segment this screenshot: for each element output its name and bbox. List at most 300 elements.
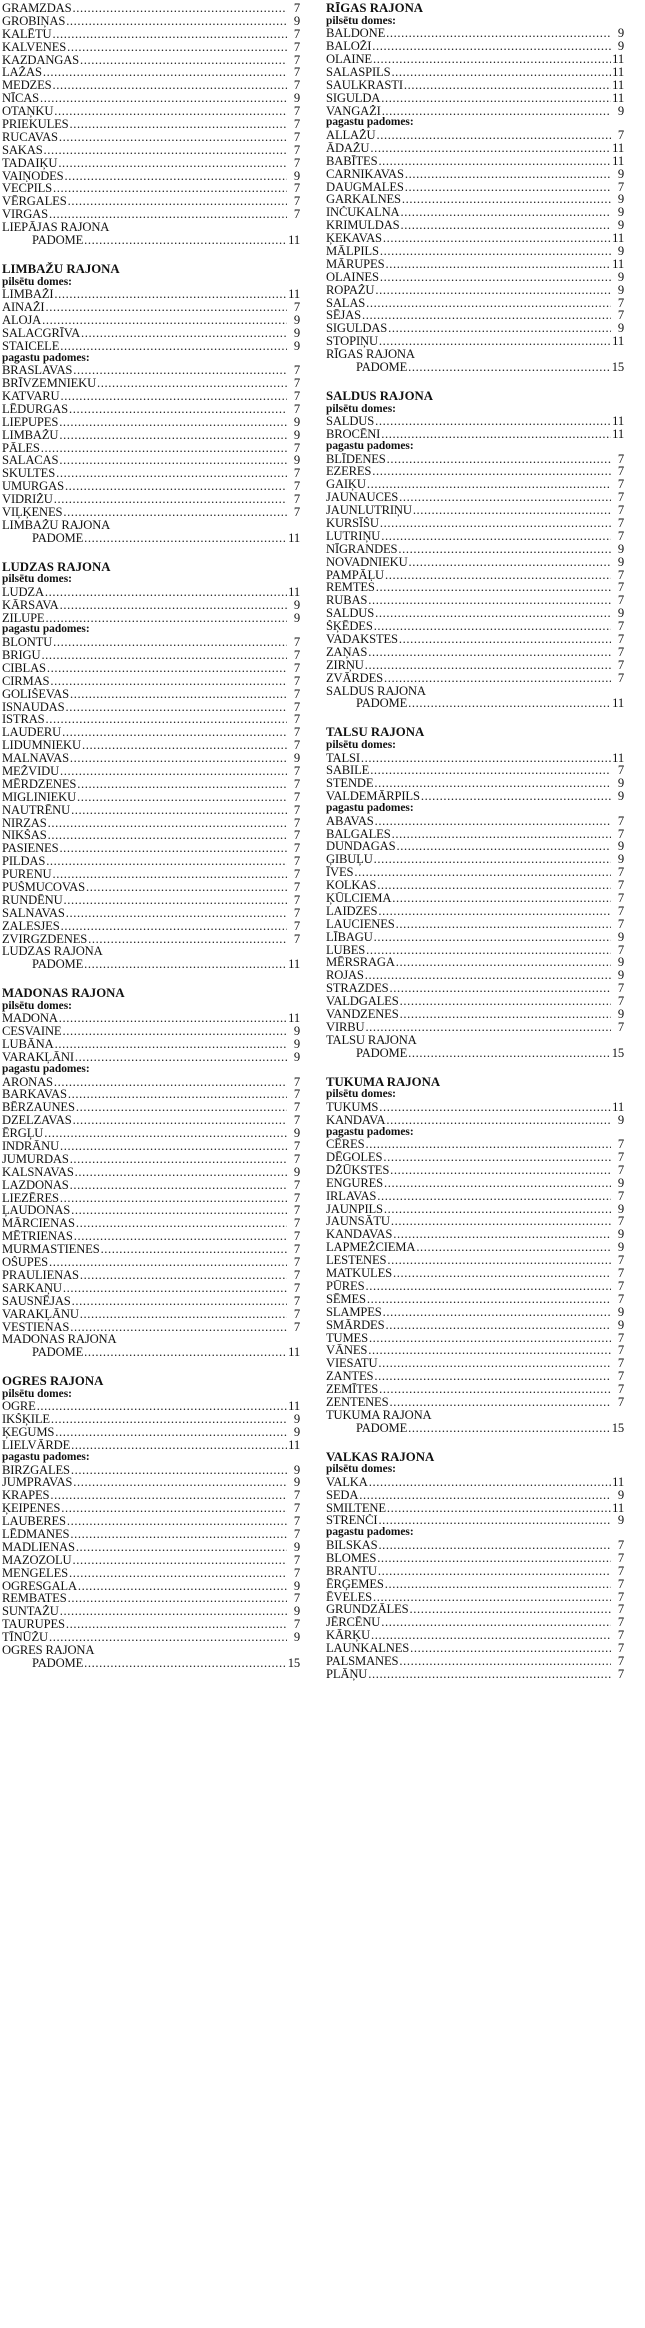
entry-row [2, 467, 300, 480]
entry-name: SALASPILS [326, 65, 391, 79]
dot-leader [66, 907, 287, 920]
entry-row [2, 829, 300, 842]
entry-row [326, 284, 624, 297]
entry-row [326, 1008, 624, 1021]
dot-leader [368, 646, 611, 659]
entry-row [326, 517, 624, 530]
entry-number: 9 [617, 1514, 624, 1528]
entry-row [326, 1138, 624, 1151]
entry-row [326, 905, 624, 918]
district-section [2, 263, 300, 545]
dot-leader [49, 1631, 287, 1644]
dot-leader [384, 672, 611, 685]
dot-leader [88, 933, 287, 946]
dot-leader [368, 594, 611, 607]
entry-number: 7 [617, 1189, 624, 1203]
entry-name: LESTENES [326, 1254, 387, 1268]
entry-number: 9 [293, 169, 300, 183]
entry-row [326, 504, 624, 517]
entry-name: MĀRUPES [326, 257, 385, 271]
entry-row [2, 868, 300, 881]
entry-name: LIEZĒRES [2, 1191, 59, 1205]
dot-leader [73, 1114, 287, 1127]
entry-number: 7 [293, 790, 300, 804]
entry-number: 9 [617, 555, 624, 569]
entry-name: BLOMES [326, 1551, 377, 1565]
dot-leader [55, 1038, 287, 1051]
entry-name: ALLAŽU [326, 129, 376, 142]
entry-row [326, 1552, 624, 1565]
entry-name: PRAULIENAS [2, 1268, 79, 1282]
entry-name: ZAŅAS [326, 645, 368, 659]
dot-leader [390, 1164, 611, 1177]
dot-leader [64, 894, 287, 907]
entry-name: PŪRES [326, 1279, 365, 1293]
dot-leader [75, 1051, 287, 1064]
entry-name: SĒMES [326, 1292, 366, 1306]
entry-number: 11 [612, 78, 624, 92]
dot-leader [375, 607, 611, 620]
entry-row [326, 918, 624, 931]
entry-name: BRASLAVAS [2, 364, 73, 378]
entry-name: LUBĀNA [2, 1038, 54, 1052]
entry-name: DUNDAGAS [326, 840, 396, 854]
entry-number: 15 [611, 1421, 624, 1435]
entry-name: BRANTU [326, 1564, 377, 1578]
entry-number: 9 [617, 956, 624, 970]
entry-row [326, 1101, 624, 1114]
entry-name: VIRGAS [2, 208, 48, 222]
entry-name: MĀRCIENAS [2, 1217, 75, 1231]
entry-name: ĶEGUMS [2, 1426, 55, 1440]
entry-number: 9 [293, 1426, 300, 1440]
entry-name: SEDA [326, 1488, 359, 1502]
entry-row [326, 348, 624, 361]
entry-number: 7 [293, 842, 300, 856]
dot-leader [59, 842, 287, 855]
entry-row [326, 335, 624, 348]
entry-row [2, 586, 300, 599]
entry-number: 7 [293, 893, 300, 907]
dot-leader [46, 713, 288, 726]
dot-leader [365, 1138, 611, 1151]
entry-name: SLAMPES [326, 1305, 382, 1319]
group-label: pilsētu domes: [2, 275, 72, 288]
dot-leader [365, 1280, 611, 1293]
entry-number: 9 [617, 1202, 624, 1216]
entry-row [326, 1228, 624, 1241]
entry-name: NIKŠAS [2, 829, 47, 843]
entry-number: 7 [293, 1566, 300, 1580]
entry-name: DZELZAVAS [2, 1114, 72, 1128]
entry-number: 7 [617, 632, 624, 646]
entry-name: ISNAUDAS [2, 700, 65, 714]
entry-row [326, 581, 624, 594]
entry-number: 7 [617, 516, 624, 530]
dot-leader [382, 105, 611, 118]
district-heading: VALKAS RAJONA [326, 1449, 435, 1464]
entry-row [326, 232, 624, 245]
entry-number: 7 [293, 1527, 300, 1541]
group-label: pilsētu domes: [326, 1088, 396, 1101]
dot-leader [381, 1616, 611, 1629]
entry-row [2, 1114, 300, 1127]
entry-name: BRĪVZEMNIEKU [2, 377, 97, 390]
entry-number: 7 [617, 452, 624, 466]
group-label: pagastu padomes: [2, 1062, 90, 1075]
entry-number: 7 [293, 493, 300, 506]
dot-leader [77, 778, 287, 791]
entry-number: 7 [293, 816, 300, 830]
entry-row [2, 1295, 300, 1308]
dot-leader [399, 491, 611, 504]
entry-number: 9 [293, 1579, 300, 1593]
entry-row [326, 672, 624, 685]
district-heading: OGRES RAJONA [2, 1374, 104, 1389]
group-label: pagastu padomes: [2, 623, 90, 636]
entry-number: 7 [617, 1267, 624, 1280]
entry-name: GOLIŠEVAS [2, 687, 69, 701]
entry-number: 9 [617, 607, 624, 621]
entry-number: 7 [617, 943, 624, 957]
entry-name: AINAŽI [2, 301, 45, 314]
entry-row [2, 41, 300, 54]
entry-row [2, 1101, 300, 1114]
entry-name: BABĪTES [326, 154, 378, 168]
entry-number: 7 [617, 879, 624, 892]
entry-row [2, 1076, 300, 1089]
entry-number: 7 [293, 713, 300, 727]
dot-leader [379, 1383, 611, 1396]
dot-leader [60, 599, 287, 612]
entry-number: 7 [617, 866, 624, 880]
entry-name: LAUDERU [2, 726, 62, 740]
dot-leader [67, 41, 287, 54]
entry-name: LAZDONAS [2, 1178, 69, 1192]
dot-leader [374, 853, 611, 866]
entry-number: 7 [293, 868, 300, 881]
entry-number: 7 [293, 1191, 300, 1205]
entry-number: 11 [612, 1475, 624, 1489]
entry-row [326, 428, 624, 441]
dot-leader [82, 739, 287, 752]
dot-leader [396, 840, 611, 853]
dot-leader [376, 581, 611, 594]
entry-number: 11 [612, 65, 624, 79]
entry-name: GRAMZDAS [2, 2, 72, 15]
dot-leader [405, 168, 611, 181]
dot-leader [72, 1554, 287, 1567]
entry-name: PADOME [32, 1656, 84, 1670]
dot-leader [60, 1192, 287, 1205]
entry-name: ĶEKAVAS [326, 232, 382, 246]
entry-number: 9 [617, 40, 624, 53]
entry-row [326, 1565, 624, 1578]
entry-row [2, 157, 300, 170]
entry-name: ŠĶĒDES [326, 620, 373, 633]
entry-row [2, 364, 300, 377]
entry-row [326, 1319, 624, 1332]
entry-number: 9 [617, 1488, 624, 1502]
entry-row [326, 1383, 624, 1396]
dot-leader [70, 1321, 287, 1334]
entry-name: LIMBAŽI [2, 288, 54, 301]
entry-row [2, 599, 300, 612]
dot-leader [84, 958, 287, 971]
entry-row [2, 1127, 300, 1140]
entry-number: 7 [617, 814, 624, 828]
entry-row [326, 206, 624, 219]
entry-row [326, 1306, 624, 1319]
entry-row [326, 465, 624, 478]
entry-name: MĒRDZENES [2, 777, 77, 791]
entry-row [326, 193, 624, 206]
entry-name: KANDAVAS [326, 1228, 393, 1242]
entry-name: PAMPĀĻU [326, 568, 384, 582]
entry-number: 11 [612, 1501, 624, 1515]
dot-leader [76, 1217, 287, 1230]
entry-number: 7 [617, 827, 624, 841]
dot-leader [66, 1618, 287, 1631]
entry-name: ENGURES [326, 1176, 384, 1190]
entry-name: ZVIRGZDENES [2, 932, 88, 946]
entry-name: ROJAS [326, 969, 364, 983]
dot-leader [365, 659, 611, 672]
entry-number: 7 [617, 995, 624, 1009]
entry-number: 7 [617, 1138, 624, 1152]
entry-name: CARNIKAVAS [326, 167, 404, 181]
entry-number: 11 [612, 91, 624, 105]
entry-number: 7 [617, 1357, 624, 1371]
entry-number: 7 [617, 1551, 624, 1565]
entry-row [2, 1413, 300, 1426]
dot-leader [51, 1413, 287, 1426]
entry-row [2, 662, 300, 675]
entry-number: 7 [293, 1204, 300, 1218]
entry-number: 7 [617, 478, 624, 492]
entry-name: ĪVES [326, 866, 354, 880]
entry-row [2, 79, 300, 92]
entry-number: 11 [288, 1346, 300, 1360]
entry-number: 9 [617, 104, 624, 118]
district-heading: LUDZAS RAJONA [2, 559, 111, 574]
entry-number: 7 [617, 1603, 624, 1617]
entry-number: 7 [293, 1178, 300, 1192]
dot-leader [366, 944, 611, 957]
dot-leader [86, 881, 287, 894]
entry-name: ĒRĢEMES [326, 1577, 384, 1591]
entry-name: CĒRES [326, 1138, 365, 1152]
entry-name: ĒRGĻU [2, 1127, 44, 1141]
entry-name: CIRMAS [2, 674, 50, 688]
entry-row [326, 956, 624, 969]
entry-name: TUKUMS [326, 1100, 379, 1114]
entry-row [326, 569, 624, 582]
entry-row [2, 1269, 300, 1282]
entry-number: 7 [293, 105, 300, 119]
dot-leader [58, 157, 287, 170]
dot-leader [44, 144, 287, 157]
dot-leader [69, 1567, 287, 1580]
entry-number: 7 [293, 906, 300, 920]
entry-name: SALDUS RAJONA [326, 684, 426, 698]
dot-leader [391, 1215, 611, 1228]
entry-name: ĢIBUĻU [326, 853, 373, 867]
entry-name: GROBIŅAS [2, 14, 66, 28]
entry-name: ZALESJES [2, 919, 60, 933]
entry-number: 11 [288, 1439, 300, 1452]
entry-row [326, 840, 624, 853]
entry-row [2, 1515, 300, 1528]
district-heading: TUKUMA RAJONA [326, 1074, 441, 1089]
entry-row [2, 1025, 300, 1038]
entry-number: 9 [617, 283, 624, 297]
entry-number: 9 [293, 1025, 300, 1039]
entry-row [326, 1114, 624, 1127]
entry-row [2, 855, 300, 868]
entry-row [326, 1034, 624, 1047]
entry-number: 7 [617, 1344, 624, 1358]
district-section [326, 1451, 624, 1681]
entry-name: LIEPUPES [2, 415, 59, 429]
entry-row [326, 168, 624, 181]
entry-row [326, 815, 624, 828]
entry-name: MĒTRIENAS [2, 1230, 73, 1244]
entry-row [2, 442, 300, 455]
entry-number: 9 [617, 542, 624, 556]
entry-name: CIBLAS [2, 661, 46, 675]
entry-row [2, 454, 300, 467]
entry-name: PILDAS [2, 855, 46, 869]
entry-name: UMURGAS [2, 480, 64, 494]
entry-name: MIGLINIEKU [2, 790, 77, 804]
dot-leader [70, 118, 287, 131]
entry-number: 7 [617, 581, 624, 595]
entry-name: TALSU RAJONA [326, 1033, 417, 1047]
entry-number: 9 [617, 167, 624, 181]
group-label: pilsētu domes: [326, 402, 396, 415]
entry-number: 7 [293, 829, 300, 843]
entry-number: 7 [293, 881, 300, 894]
entry-name: LUDZAS RAJONA [2, 945, 103, 959]
entry-name: JAUNAUCES [326, 491, 399, 505]
dot-leader [378, 1357, 611, 1370]
entry-name: GRUNDZĀLES [326, 1603, 409, 1617]
entry-number: 7 [617, 504, 624, 517]
entry-number: 11 [288, 958, 300, 972]
entry-row [326, 155, 624, 168]
entry-name: BILSKAS [326, 1538, 378, 1552]
entry-row [326, 92, 624, 105]
entry-number: 7 [293, 687, 300, 701]
entry-name: BALDONE [326, 27, 386, 41]
entry-number: 7 [617, 1020, 624, 1034]
entry-row [326, 1668, 624, 1681]
entry-number: 7 [293, 118, 300, 131]
entry-name: TUKUMA RAJONA [326, 1408, 432, 1422]
entry-number: 7 [293, 1217, 300, 1231]
entry-row [326, 1603, 624, 1616]
entry-row [2, 390, 300, 403]
dot-leader [55, 1426, 287, 1439]
entry-name: SIGULDA [326, 91, 381, 105]
entry-name: LUBES [326, 943, 366, 957]
dot-leader [393, 1267, 611, 1280]
entry-number: 7 [293, 1320, 300, 1334]
entry-name: SMILTENE [326, 1501, 386, 1515]
entry-name: LAUNKALNES [326, 1642, 410, 1655]
entry-name: NĪGRANDES [326, 542, 398, 556]
dot-leader [399, 1655, 611, 1668]
entry-row [326, 1629, 624, 1642]
dot-leader [354, 866, 611, 879]
dot-leader [393, 1228, 611, 1241]
dot-leader [385, 569, 611, 582]
dot-leader [378, 1565, 611, 1578]
entry-name: MĒRSRAGA [326, 956, 395, 970]
entry-number: 7 [293, 636, 300, 649]
entry-row [326, 1332, 624, 1345]
entry-number: 11 [612, 335, 624, 349]
entry-name: SIGULDAS [326, 322, 388, 336]
entry-number: 9 [293, 1127, 300, 1141]
dot-leader [53, 636, 287, 649]
entry-name: ZIRŅU [326, 658, 364, 672]
entry-number: 7 [293, 182, 300, 196]
entry-row [2, 170, 300, 183]
entry-row [326, 1370, 624, 1383]
dot-leader [402, 193, 611, 206]
entry-row [326, 982, 624, 995]
entry-row [2, 1426, 300, 1439]
entry-number: 7 [293, 1075, 300, 1089]
dot-leader [405, 181, 611, 194]
dot-leader [386, 27, 611, 40]
dot-leader [77, 791, 287, 804]
dot-leader [386, 1114, 611, 1127]
dot-leader [384, 1177, 611, 1190]
dot-leader [84, 1657, 287, 1670]
entry-name: PUŠMUCOVAS [2, 881, 85, 894]
entry-name: TĪNŪŽU [2, 1631, 48, 1644]
entry-row [326, 1215, 624, 1228]
dot-leader [52, 79, 287, 92]
entry-row [2, 221, 300, 234]
entry-name: OGRESGALA [2, 1579, 77, 1593]
dot-leader [54, 493, 287, 506]
dot-leader [71, 804, 287, 817]
dot-leader [398, 543, 611, 556]
entry-row [326, 646, 624, 659]
entry-row [326, 491, 624, 504]
entry-number: 9 [617, 790, 624, 804]
entry-number: 7 [293, 364, 300, 378]
entry-name: STOPIŅU [326, 335, 378, 349]
entry-row [326, 1151, 624, 1164]
entry-number: 7 [293, 505, 300, 519]
entry-row [326, 415, 624, 428]
entry-name: SALDUS [326, 607, 375, 621]
entry-number: 9 [617, 1008, 624, 1021]
entry-number: 9 [293, 752, 300, 765]
district-heading: RĪGAS RAJONA [326, 1, 424, 15]
entry-row [2, 636, 300, 649]
entry-name: ĶŪLCIEMA [326, 892, 392, 905]
dot-leader [76, 1101, 287, 1114]
dot-leader [46, 855, 287, 868]
entry-name: LAŽAS [2, 66, 42, 80]
entry-row [2, 1400, 300, 1413]
